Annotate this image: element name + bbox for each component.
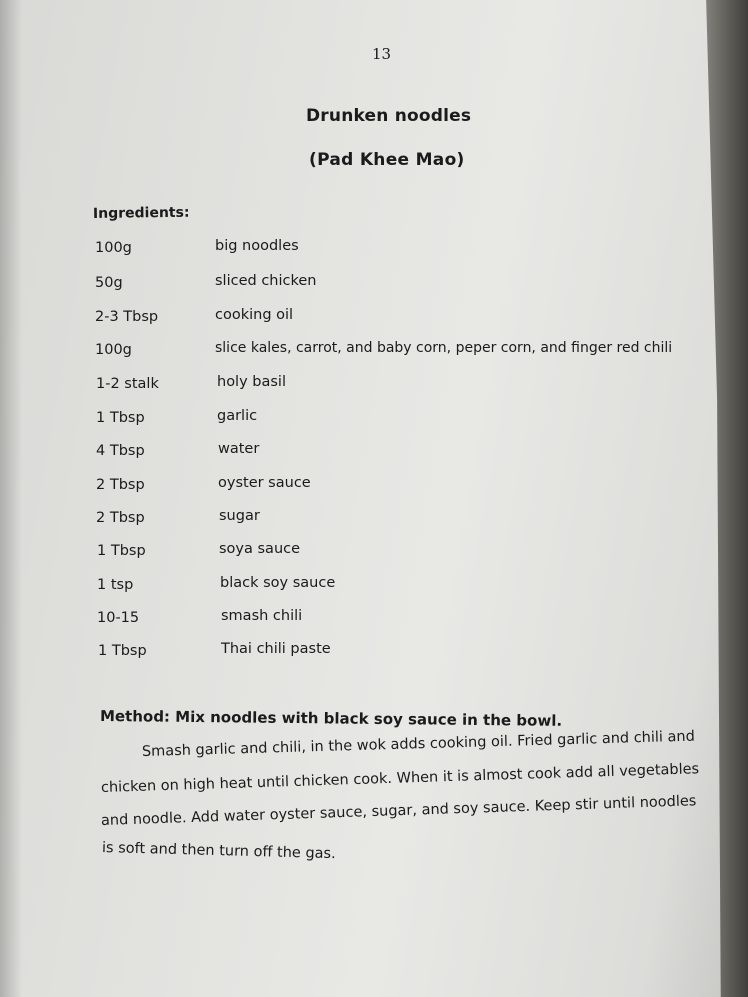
method-heading: Method: Mix noodles with black soy sauce in the bowl. xyxy=(99,707,563,730)
ingredient-name: soya sauce xyxy=(219,541,301,557)
ingredient-quantity: 4 Tbsp xyxy=(96,443,145,459)
ingredient-name: sliced chicken xyxy=(215,273,317,289)
ingredient-quantity: 1 Tbsp xyxy=(98,643,147,659)
ingredient-quantity: 10-15 xyxy=(97,610,140,626)
ingredient-quantity: 50g xyxy=(95,275,123,291)
page-number: 13 xyxy=(372,45,392,63)
ingredient-name: Thai chili paste xyxy=(221,641,331,657)
ingredient-quantity: 1-2 stalk xyxy=(96,376,159,392)
ingredient-name: cooking oil xyxy=(215,307,294,323)
ingredient-name: slice kales, carrot, and baby corn, peper corn, and finger red chili xyxy=(215,340,673,356)
recipe-title: Drunken noodles xyxy=(306,106,472,126)
ingredient-quantity: 1 tsp xyxy=(97,577,134,593)
ingredient-name: water xyxy=(218,441,260,457)
method-line: chicken on high heat until chicken cook. When it is almost cook add all vegetables xyxy=(100,761,700,796)
ingredient-quantity: 1 Tbsp xyxy=(97,543,146,559)
ingredients-heading: Ingredients: xyxy=(92,204,190,222)
method-line: and noodle. Add water oyster sauce, sugar, and soy sauce. Keep stir until noodles xyxy=(100,793,697,829)
ingredient-name: black soy sauce xyxy=(220,575,336,591)
ingredient-name: sugar xyxy=(219,508,260,524)
ingredient-name: smash chili xyxy=(221,608,303,624)
ingredient-quantity: 2-3 Tbsp xyxy=(95,309,159,325)
recipe-subtitle: (Pad Khee Mao) xyxy=(309,150,465,170)
method-line: is soft and then turn off the gas. xyxy=(101,840,336,863)
ingredient-quantity: 100g xyxy=(95,240,132,256)
ingredient-name: holy basil xyxy=(217,374,286,390)
ingredient-name: oyster sauce xyxy=(218,475,311,491)
ingredient-quantity: 100g xyxy=(95,342,132,358)
method-line: Smash garlic and chili, in the wok adds cooking oil. Fried garlic and chili and xyxy=(141,728,696,760)
ingredient-name: garlic xyxy=(217,408,258,424)
ingredient-quantity: 2 Tbsp xyxy=(96,510,145,526)
ingredient-quantity: 2 Tbsp xyxy=(96,477,145,493)
ingredient-quantity: 1 Tbsp xyxy=(96,410,145,426)
ingredient-name: big noodles xyxy=(215,238,299,254)
